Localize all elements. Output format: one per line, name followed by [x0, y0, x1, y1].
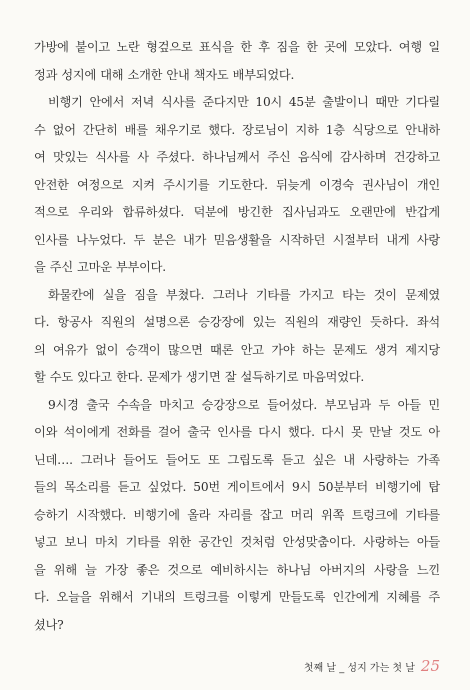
text-line: 비행기 안에서 저녁 식사를 준다지만 10시 45분 출발이니 때만 기다릴	[48, 95, 440, 109]
text-line: 적으로 우리와 합류하셨다. 덕분에 방긴한 집사님과도 오랜만에 반갑게	[34, 205, 440, 219]
text-line: 정과 성지에 대해 소개한 안내 책자도 배부되었다.	[34, 67, 295, 82]
text-line: 이와 석이에게 전화를 걸어 출국 인사를 다시 했다. 다시 못 만날 것도 아	[34, 425, 440, 439]
text-line: 승하기 시작했다. 비행기에 올라 자리를 잡고 머리 위쪽 트렁크에 기타를	[34, 507, 440, 522]
text-line: 을 주신 고마운 부부이다.	[34, 260, 166, 274]
text-line: 여 맛있는 식사를 사 주셨다. 하나님께서 주신 음식에 감사하며 건강하고	[34, 150, 440, 164]
text-line: 다. 항공사 직원의 설명으론 승강장에 있는 직원의 재량인 듯하다. 좌석	[34, 315, 440, 329]
text-line: 의 여유가 없이 승객이 많으면 때론 안고 가야 하는 문제도 생겨 제지당	[34, 342, 440, 357]
running-footer-section: 첫째 날 _ 성지 가는 첫 날	[303, 663, 415, 674]
text-line: 인사를 나누었다. 두 분은 내가 믿음생활을 시작하던 시절부터 내게 사랑	[34, 232, 440, 247]
text-line: 닌데…. 그러나 들어도 들어도 또 그립도록 듣고 싶은 내 사랑하는 가족	[34, 452, 440, 467]
body-text	[34, 34, 440, 639]
text-line: 들의 목소리를 듣고 싶었다. 50번 게이트에서 9시 50분부터 비행기에 탑	[34, 480, 440, 494]
text-line: 넣고 보니 마치 기타를 위한 공간인 것처럼 안성맞춤이다. 사랑하는 아들	[34, 535, 440, 549]
page-footer	[304, 657, 440, 675]
text-line: 셨나?	[34, 617, 64, 632]
text-line: 9시경 출국 수속을 마치고 승강장으로 들어섰다. 부모님과 두 아들 민	[48, 397, 440, 412]
page-number: 25	[420, 657, 440, 675]
text-line: 다. 오늘을 위해서 기내의 트렁크를 이렇게 만들도록 인간에게 지혜를 주	[34, 590, 440, 604]
text-line: 할 수도 있다고 한다. 문제가 생기면 잘 설득하기로 마음먹었다.	[34, 370, 365, 384]
text-line: 화물칸에 실을 짐을 부쳤다. 그러나 기타를 가지고 타는 것이 문제였	[48, 287, 440, 302]
text-line: 안전한 여정으로 지켜 주시기를 기도한다. 뒤늦게 이경숙 권사님이 개인	[34, 177, 440, 192]
text-line: 수 없어 간단히 배를 채우기로 했다. 장로님이 지하 1층 식당으로 안내하	[34, 122, 440, 137]
text-line: 가방에 붙이고 노란 형겊으로 표식을 한 후 짐을 한 곳에 모았다. 여행 일	[34, 40, 440, 54]
text-line: 을 위해 늘 가장 좋은 것으로 예비하시는 하나님 아버지의 사랑을 느낀	[34, 562, 440, 577]
